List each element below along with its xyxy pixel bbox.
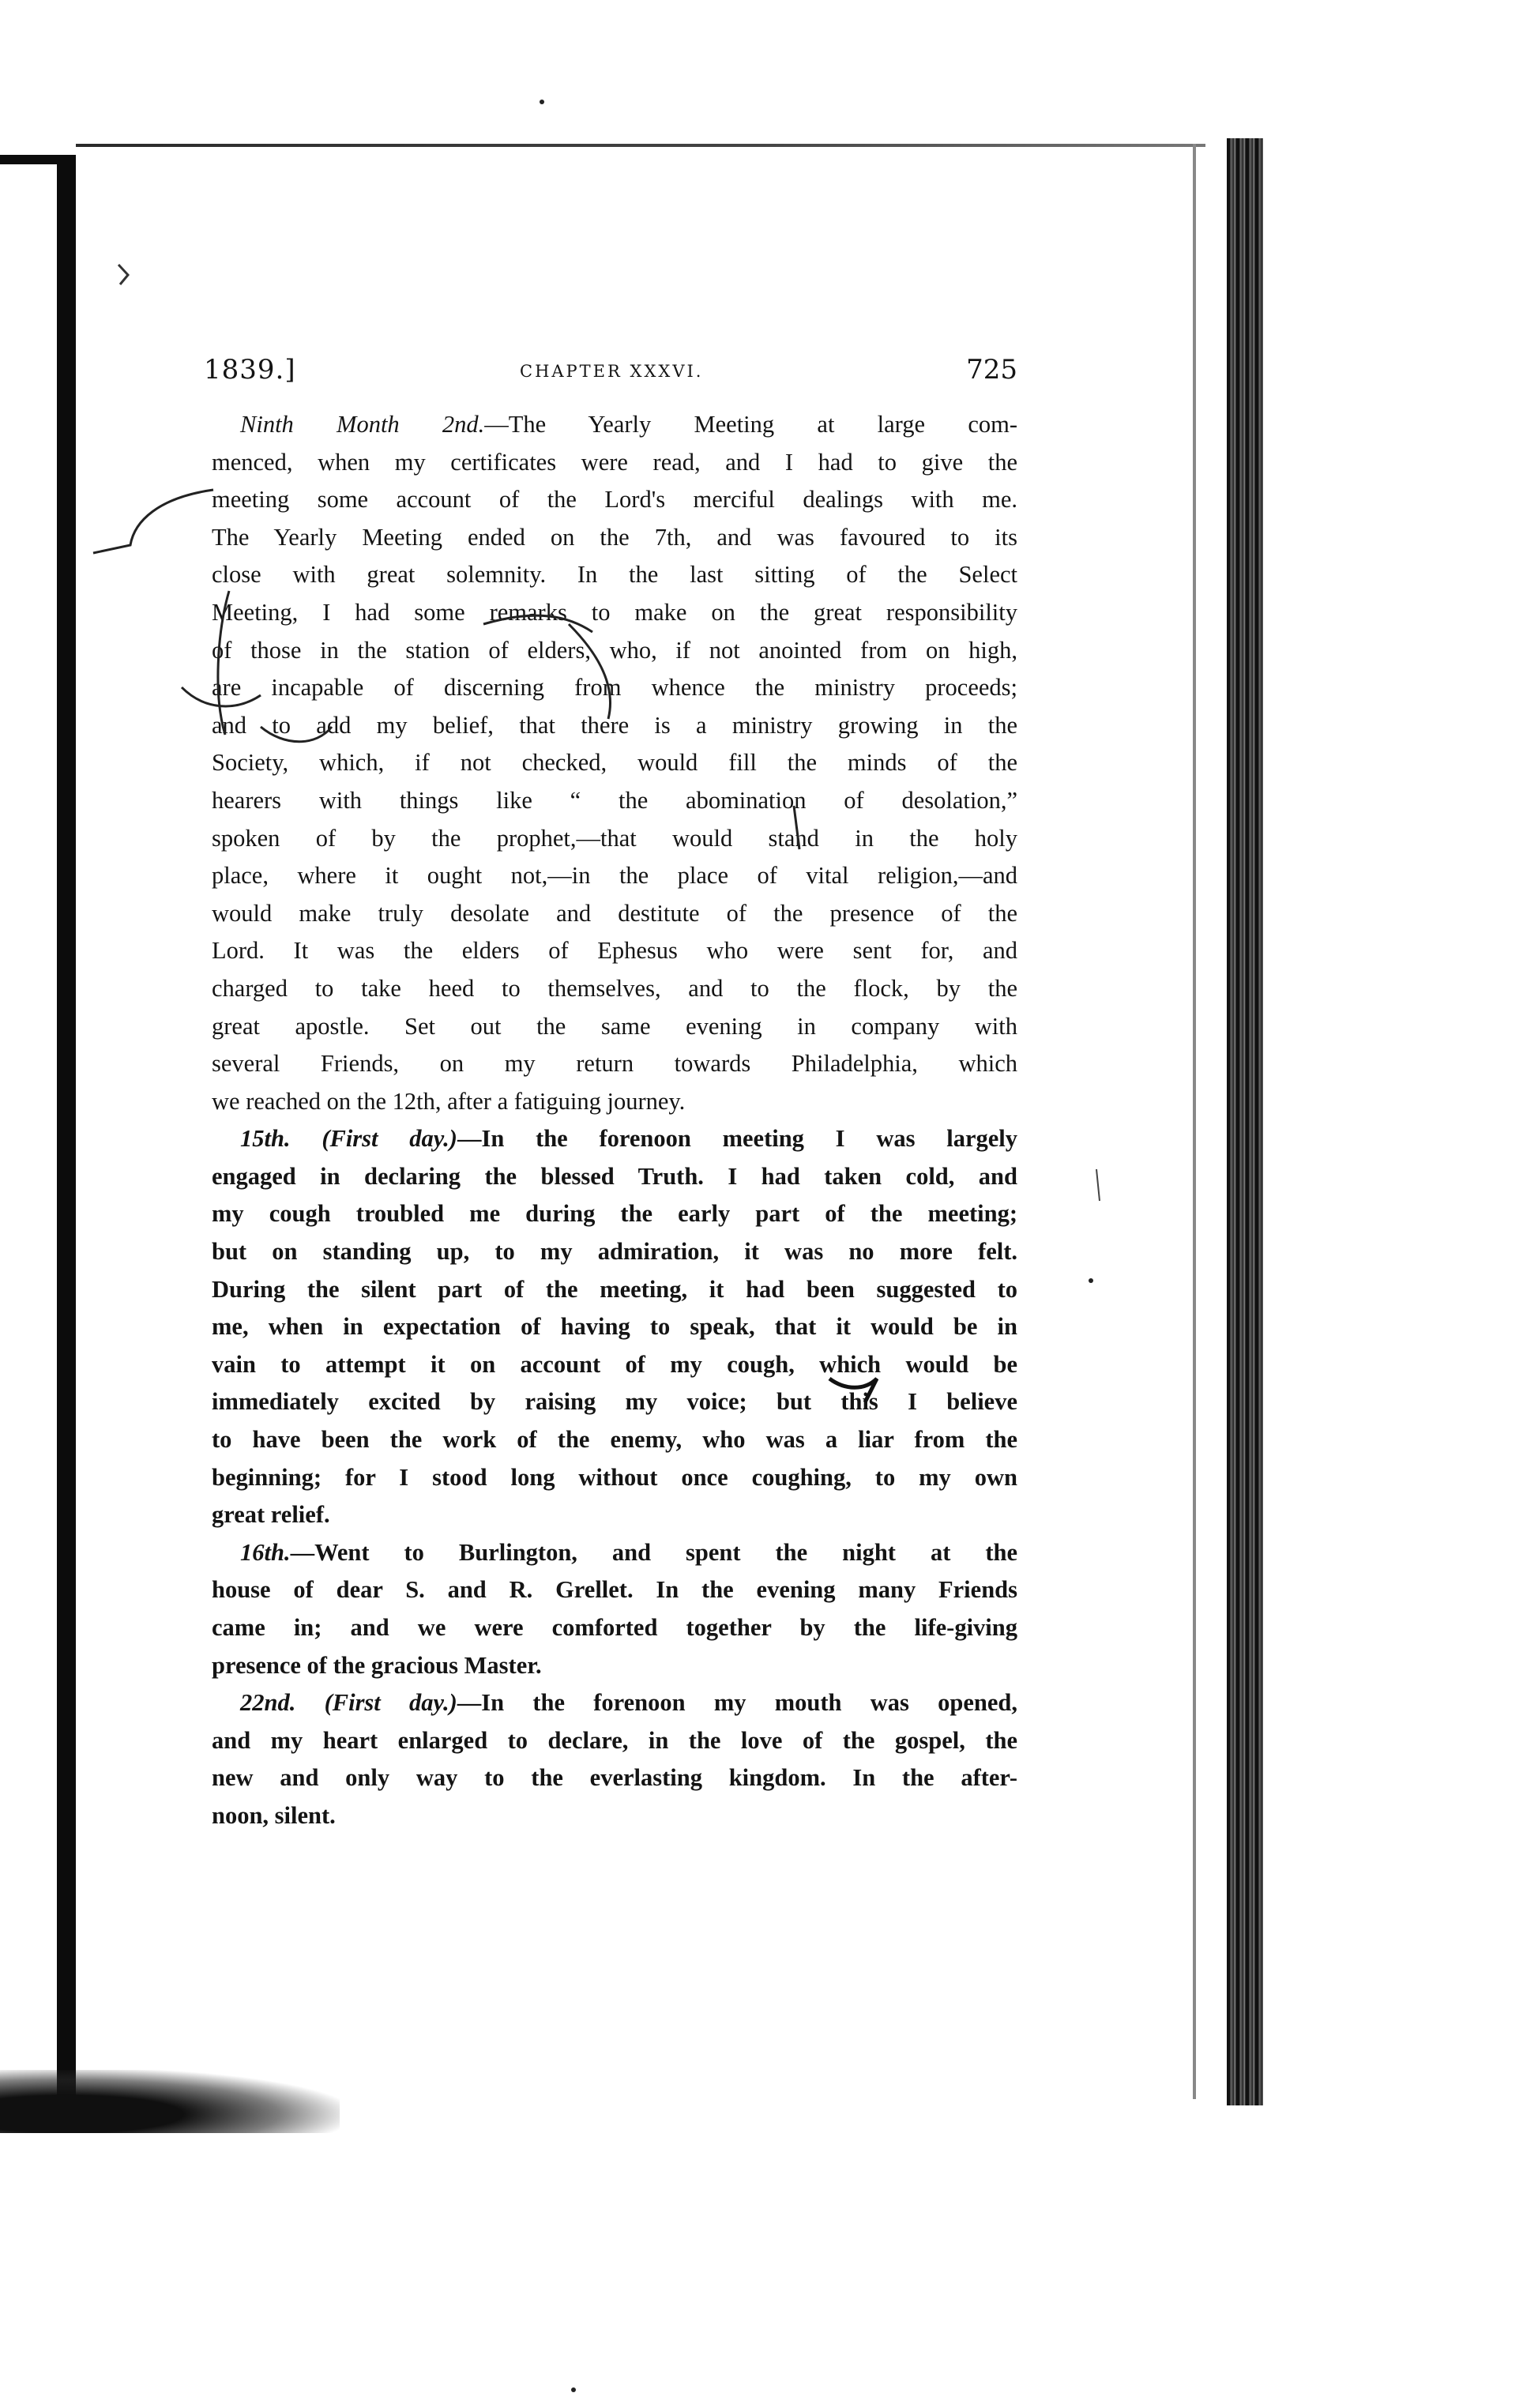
text-line: several Friends, on my return towards Philadelphia, which — [212, 1050, 1017, 1078]
text-line: Society, which, if not checked, would fill the minds of the — [212, 749, 1017, 777]
running-header — [204, 348, 1017, 395]
scan-speck — [1089, 1278, 1093, 1283]
text-line: and my heart enlarged to declare, in the love of the gospel, the — [212, 1726, 1017, 1754]
margin-tick-mark — [118, 265, 128, 284]
scan-smudge — [0, 2070, 340, 2133]
text-line: charged to take heed to themselves, and to the flock, by the — [212, 974, 1017, 1002]
text-line: menced, when my certificates were read, and I had to give the — [212, 448, 1017, 476]
text-line: me, when in expectation of having to speak, that it would be in — [212, 1313, 1017, 1341]
text-line: my cough troubled me during the early part of the meeting; — [212, 1200, 1017, 1228]
text-line: great relief. — [212, 1501, 330, 1529]
text-line: we reached on the 12th, after a fatiguing journey. — [212, 1087, 686, 1115]
text-line: 15th. (First day.)—In the forenoon meeting I was largely — [240, 1125, 1017, 1153]
paragraph-15th — [212, 1120, 1017, 1534]
text-line: house of dear S. and R. Grellet. In the evening many Friends — [212, 1576, 1017, 1604]
text-line: but on standing up, to my admiration, it was no more felt. — [212, 1238, 1017, 1266]
text-line: great apostle. Set out the same evening in company with — [212, 1012, 1017, 1040]
text-line: new and only way to the everlasting kingdom. In the after- — [212, 1764, 1017, 1792]
pen-mark — [1096, 1169, 1100, 1201]
paragraph-16th — [212, 1534, 1017, 1684]
text-line: would make truly desolate and destitute of the presence of the — [212, 899, 1017, 927]
text-line: immediately excited by raising my voice; but this I believe — [212, 1388, 1017, 1416]
text-line: spoken of by the prophet,—that would stand in the holy — [212, 824, 1017, 852]
header-chapter: CHAPTER XXXVI. — [520, 362, 704, 381]
page-stack-edge — [1227, 138, 1263, 2105]
entry-date: 16th. — [240, 1538, 291, 1566]
text-line: The Yearly Meeting ended on the 7th, and was favoured to its — [212, 523, 1017, 551]
text-line: 16th.—Went to Burlington, and spent the night at the — [240, 1538, 1017, 1566]
binding-shadow — [57, 162, 76, 2125]
text-line: beginning; for I stood long without once coughing, to my own — [212, 1463, 1017, 1491]
text-line: to have been the work of the enemy, who was a liar from the — [212, 1426, 1017, 1454]
page-number: 725 — [966, 354, 1017, 386]
text-line: Lord. It was the elders of Ephesus who were sent for, and — [212, 937, 1017, 965]
scan-speck — [540, 100, 544, 104]
text-line: During the silent part of the meeting, it had been suggested to — [212, 1275, 1017, 1303]
margin-bracket-mark — [93, 490, 213, 553]
paragraph-ninth-month — [212, 406, 1017, 1120]
entry-date: 22nd. (First day.) — [240, 1689, 457, 1717]
text-line: close with great solemnity. In the last sitting of the Select — [212, 561, 1017, 589]
header-year: 1839.] — [204, 354, 296, 386]
text-line: meeting some account of the Lord's merciful dealings with me. — [212, 486, 1017, 514]
page-top-edge — [76, 144, 1205, 147]
text-line: of those in the station of elders, who, if not anointed from on high, — [212, 636, 1017, 664]
text-line: Ninth Month 2nd.—The Yearly Meeting at large com- — [240, 411, 1017, 438]
page-right-edge-line — [1193, 144, 1196, 2099]
paragraph-22nd — [212, 1684, 1017, 1834]
text-line: Meeting, I had some remarks to make on the great responsibility — [212, 598, 1017, 626]
book-page — [204, 348, 1017, 1835]
text-line: 22nd. (First day.)—In the forenoon my mouth was opened, — [240, 1689, 1017, 1717]
entry-date: 15th. (First day.) — [240, 1125, 457, 1153]
scan-speck — [571, 2387, 576, 2392]
text-line: came in; and we were comforted together by the life-giving — [212, 1614, 1017, 1641]
text-line: and to add my belief, that there is a ministry growing in the — [212, 711, 1017, 739]
text-line: place, where it ought not,—in the place of vital religion,—and — [212, 862, 1017, 890]
text-line: engaged in declaring the blessed Truth. I had taken cold, and — [212, 1162, 1017, 1190]
text-line: noon, silent. — [212, 1801, 336, 1829]
entry-date: Ninth Month 2nd. — [240, 411, 485, 438]
text-line: are incapable of discerning from whence the ministry proceeds; — [212, 674, 1017, 702]
text-line: hearers with things like “ the abomination of desolation,” — [212, 786, 1017, 814]
text-line: vain to attempt it on account of my cough, which would be — [212, 1350, 1017, 1378]
text-line: presence of the gracious Master. — [212, 1651, 542, 1679]
